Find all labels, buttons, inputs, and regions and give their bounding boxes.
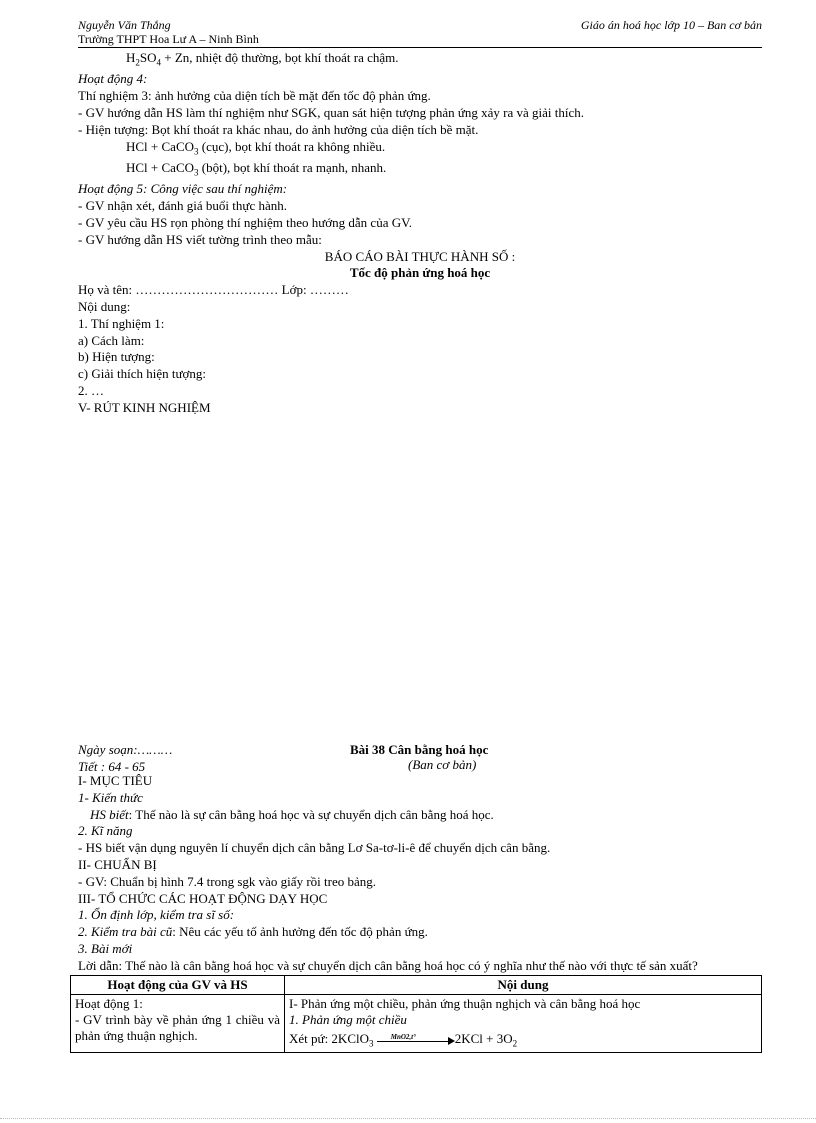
hcl-lump: HCl + CaCO$_3$ (cục), bọt khí thoát ra không nhiều. [126, 138, 386, 157]
hcl-powder: HCl + CaCO$_3$ (bột), bọt khí thoát ra mạnh, nhanh. [126, 159, 387, 178]
activities-heading: III- TỔ CHỨC CÁC HOẠT ĐỘNG DẠY HỌC [78, 890, 328, 906]
activity-1: Hoạt động 1: [75, 995, 143, 1011]
gv-report: - GV hướng dẫn HS viết tường trình theo mẫu: [78, 231, 322, 247]
phenomenon: - Hiện tượng: Bọt khí thoát ra khác nhau, do ảnh hưởng của diện tích bề mặt. [78, 121, 479, 137]
page-bottom-divider [0, 1118, 816, 1119]
page-top [78, 18, 762, 417]
program: (Ban cơ bản) [408, 757, 477, 772]
old-lesson-label: 2. Kiểm tra bài cũ [78, 924, 173, 940]
header-author: Nguyễn Văn Thắng [78, 18, 171, 32]
skills-text: - HS biết vận dụng nguyên lí chuyển dịch cân bằng Lơ Sa-tơ-li-ê để chuyển dịch cân bằng. [78, 840, 551, 856]
report-title: BÁO CÁO BÀI THỰC HÀNH SỐ : [324, 248, 516, 264]
lesson-38 [75, 742, 762, 1053]
content-label: Nội dung: [78, 298, 131, 314]
knowledge-heading: 1- Kiến thức [78, 789, 143, 805]
preparation-heading: II- CHUẨN BỊ [78, 856, 157, 872]
old-lesson-check [78, 924, 762, 941]
page-header [78, 18, 762, 32]
item-a: a) Cách làm: [78, 332, 145, 348]
lesson-table [70, 975, 762, 1054]
equation-right: 2KCl + 3O [454, 1030, 513, 1046]
gv-review: - GV nhận xét, đánh giá buổi thực hành. [78, 198, 287, 214]
item-b: b) Hiện tượng: [78, 349, 155, 365]
introduction: Lời dẫn: Thế nào là cân bằng hoá học và sự chuyển dịch cân bằng hoá học có ý nghĩa như thế nào với thực tế sản xuất? [78, 957, 698, 973]
item-c: c) Giải thích hiện tượng: [78, 366, 207, 382]
preparation-gv: - GV: Chuẩn bị hình 7.4 trong sgk vào giấy rồi treo bảng. [78, 873, 376, 889]
activity-1-text: - GV trình bày về phản ứng 1 chiều và phản ứng thuận nghịch. [75, 1011, 280, 1043]
lesson-sub-row [78, 759, 762, 773]
name-line: Họ và tên: …………………………… Lớp: ……… [78, 282, 349, 298]
item-2: 2. … [78, 382, 104, 398]
knowledge-text [78, 807, 762, 824]
arrow-label: MnO2,t° [390, 1032, 416, 1041]
experiment-3: Thí nghiệm 3: ảnh hưởng của diện tích bề mặt đến tốc độ phản ứng. [78, 88, 431, 104]
activity-5: Hoạt động 5: Công việc sau thí nghiệm: [78, 181, 288, 197]
table-col-content: Nội dung [285, 975, 762, 994]
objectives-heading: I- MỤC TIÊU [78, 773, 153, 788]
content-cell [285, 994, 762, 1053]
hs-biet-text: : Thế nào là sự cân bằng hoá học và sự chuyển dịch cân bằng hoá học. [128, 806, 494, 822]
new-lesson: 3. Bài mới [78, 940, 133, 956]
equation: Xét pứ: 2KClO$_3$ MnO2,t° $2KCl + 3O_2$ [289, 1030, 518, 1049]
header-title: Giáo án hoá học lớp 10 – Ban cơ bản [580, 18, 762, 32]
table-col-activity: Hoạt động của GV và HS [71, 975, 285, 994]
equation-left: Xét pứ: 2KClO [289, 1030, 369, 1046]
header-school: Trường THPT Hoa Lư A – Ninh Bình [78, 32, 762, 48]
reaction-arrow-icon [377, 1032, 455, 1045]
experiment-1: 1. Thí nghiệm 1: [78, 315, 165, 331]
table-row [71, 994, 762, 1053]
date-prepared: Ngày soạn:……… [78, 742, 173, 757]
activity-4: Hoạt động 4: [78, 71, 148, 87]
lesson-title: Bài 38 Cân bằng hoá học [350, 742, 489, 757]
activity-cell [71, 994, 285, 1053]
section-v: V- RÚT KINH NGHIỆM [78, 399, 211, 415]
content-subheading: 1. Phản ứng một chiều [289, 1011, 407, 1027]
skills-heading: 2. Kĩ năng [78, 823, 133, 839]
gv-cleanup: - GV yêu cầu HS rọn phòng thí nghiệm theo hướng dẫn của GV. [78, 214, 413, 230]
reaction-line: $H_2SO_4 + Zn$, nhiệt độ thường, bọt khí thoát ra chậm. [126, 50, 399, 68]
content-heading-1: I- Phản ứng một chiều, phản ứng thuận nghịch và cân bằng hoá học [289, 995, 641, 1011]
gv-guide: - GV hướng dẫn HS làm thí nghiệm như SGK, quan sát hiện tượng phản ứng xảy ra và giải thích. [78, 104, 585, 120]
period: Tiết : 64 - 65 [78, 759, 146, 774]
class-check: 1. Ổn định lớp, kiểm tra sĩ số: [78, 907, 235, 923]
table-header-row [71, 975, 762, 994]
hs-biet-label: HS biết [90, 806, 129, 822]
old-lesson-text: : Nêu các yếu tố ảnh hưởng đến tốc độ phản ứng. [172, 924, 428, 940]
report-subtitle: Tốc độ phản ứng hoá học [349, 265, 491, 281]
